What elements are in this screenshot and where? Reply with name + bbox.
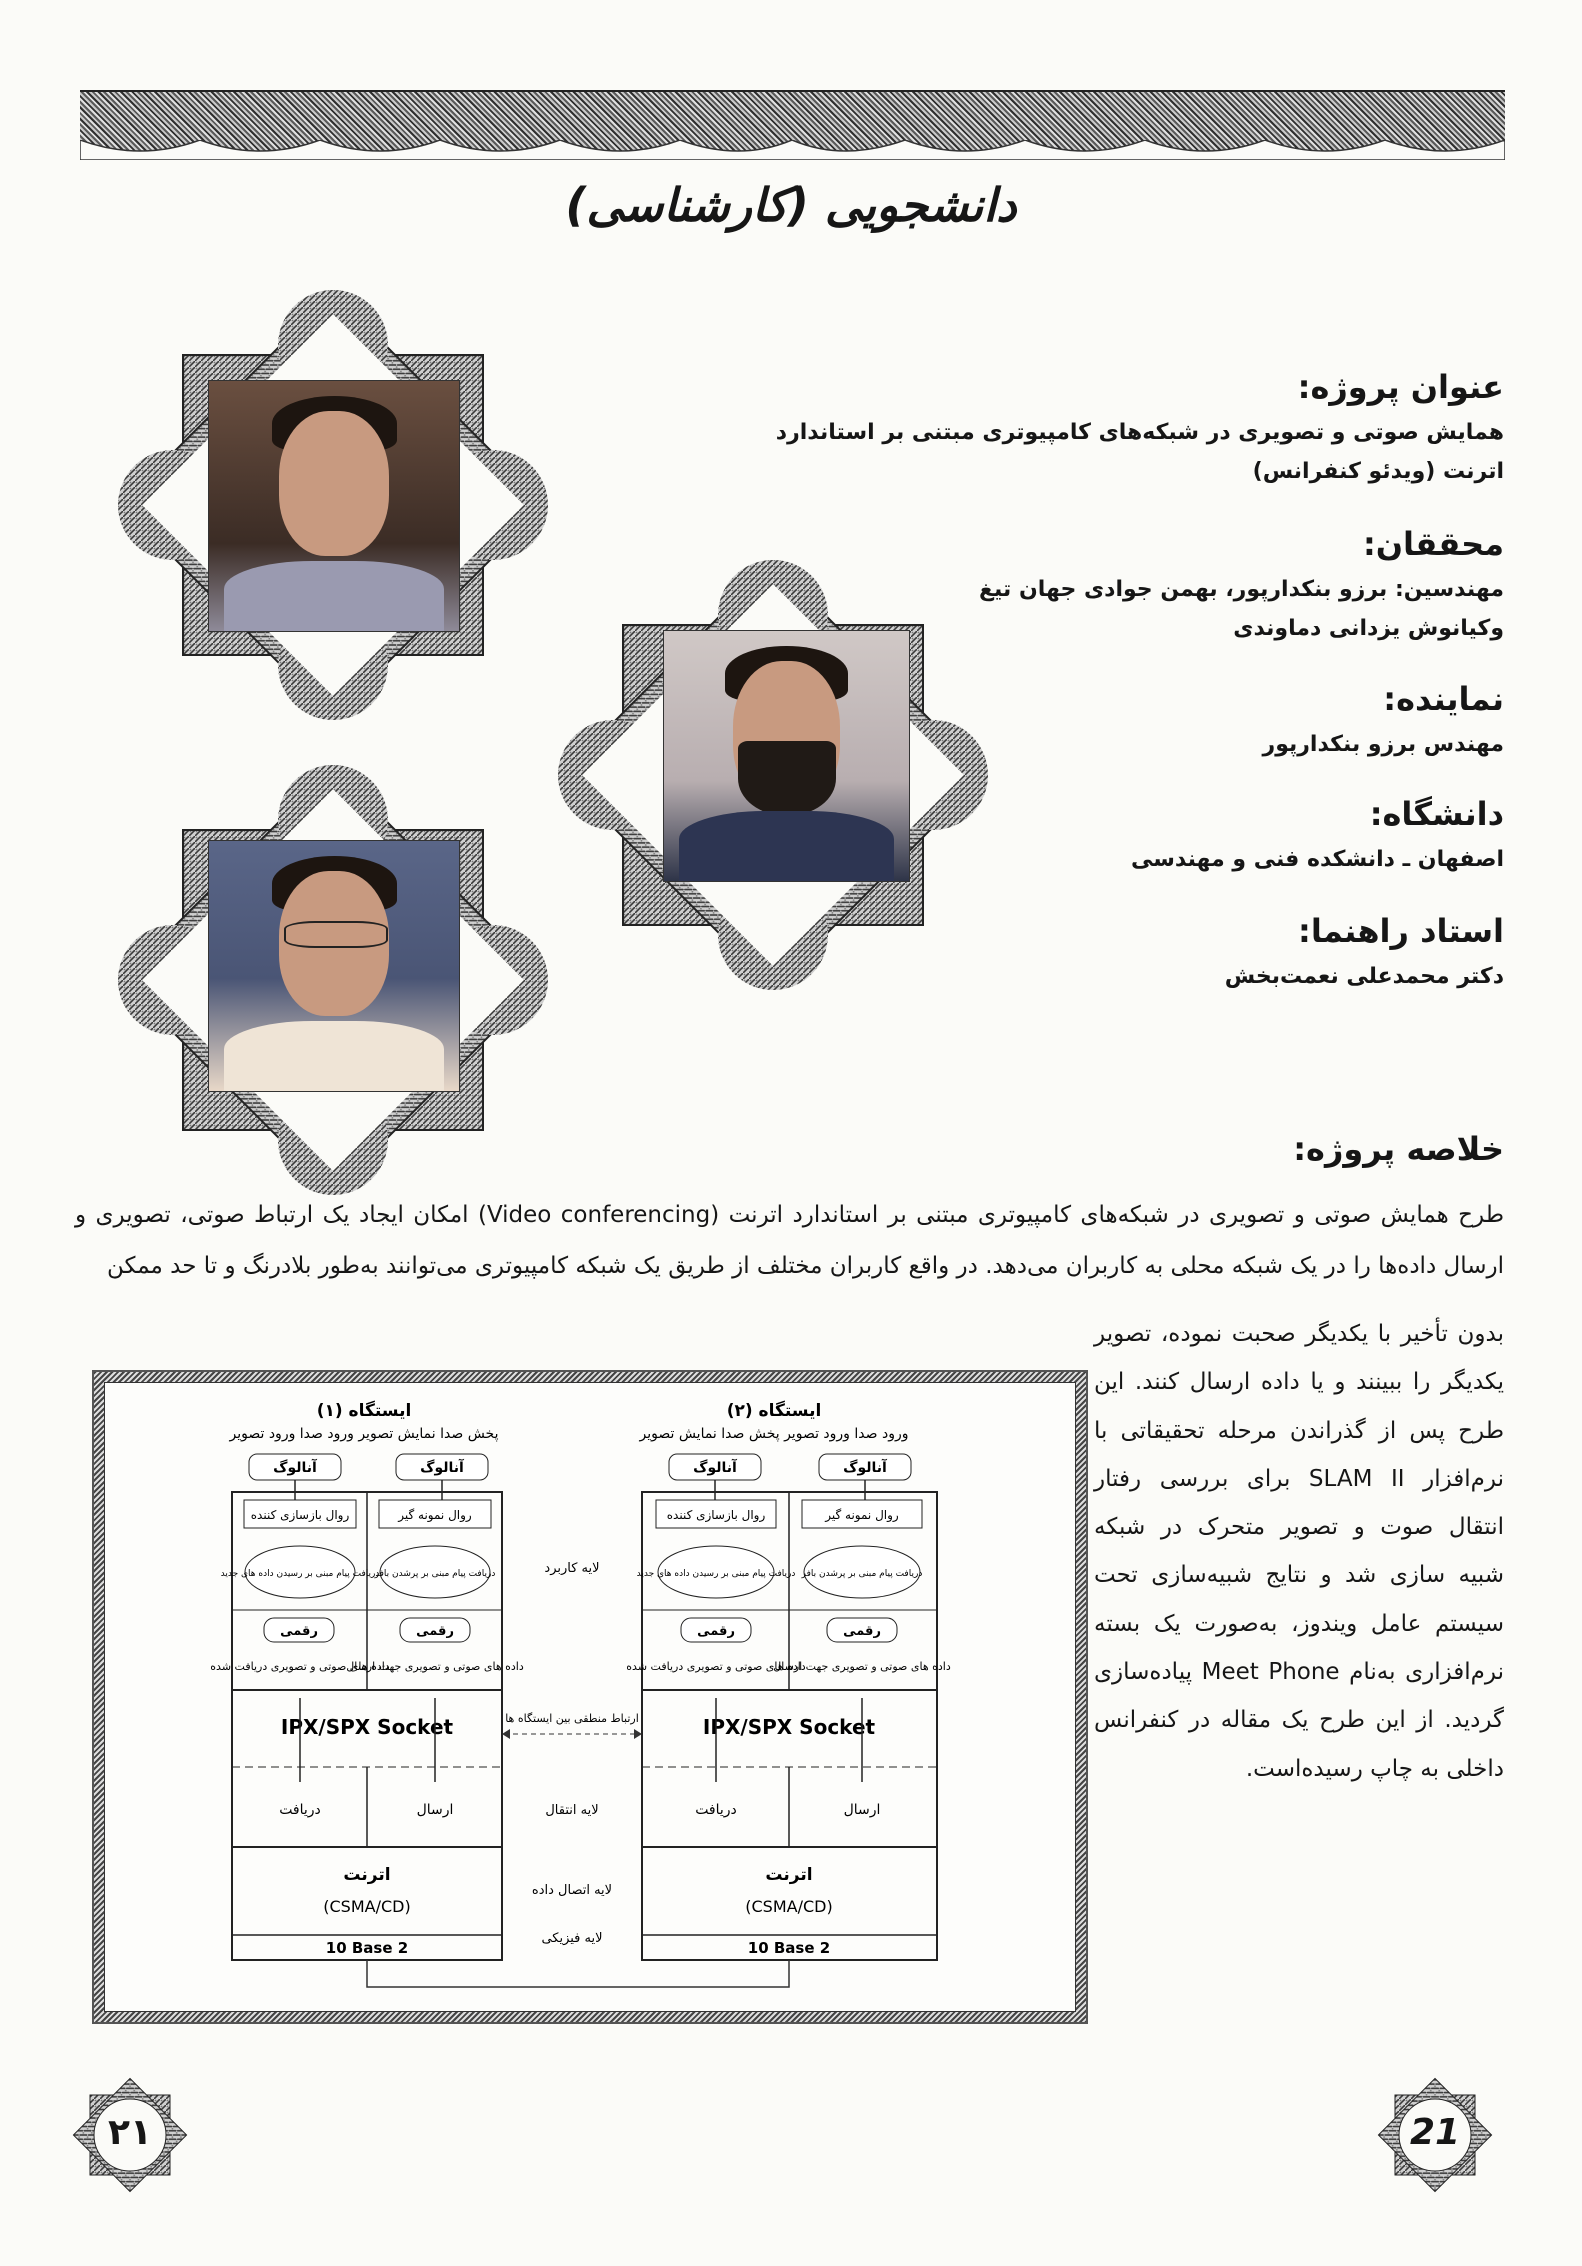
- page-number-left: ۲۱: [108, 2112, 152, 2153]
- station1-title: ایستگاه (۱): [316, 1401, 412, 1421]
- station2-send-data: داده های صوتی و تصویری جهت ارسال: [773, 1660, 951, 1673]
- network-architecture-diagram: [104, 1382, 1076, 2012]
- station1-socket: IPX/SPX Socket: [280, 1715, 454, 1739]
- station1-base: 10 Base 2: [325, 1939, 409, 1957]
- station2-analog-right: آنالوگ: [843, 1460, 887, 1476]
- station2-ethernet: اترنت: [765, 1865, 813, 1885]
- university-section: [1131, 795, 1504, 880]
- station1-ethernet: اترنت: [343, 1865, 391, 1885]
- band-scallop-edge: [80, 140, 1505, 160]
- photo-frame-1: [118, 290, 548, 720]
- station1-sampling: روال نمونه گیر: [398, 1508, 472, 1522]
- logical-link-label: ارتباط منطقی بین ایستگاه ها: [505, 1712, 639, 1725]
- page-title: دانشجویی (کارشناسی): [565, 178, 1017, 232]
- researcher-photo-1: [208, 380, 460, 632]
- summary-paragraph-side: بدون تأخیر با یکدیگر صحبت نموده، تصویر یکدیگر را ببینند و یا داده ارسال کنند. این طرح پس از گذراندن مرحله تحقیقاتی با نرم‌افزار SLAM II برای بررسی رفتار انتقال صوت و تصویر متحرک در شبکه شبیه سازی شد و نتایج شبیه‌سازی تحت سیستم عامل ویندوز، به‌صورت یک بسته نرم‌افزاری به‌نام Meet Phone پیاده‌سازی گردید. از این طرح یک مقاله در کنفرانس داخلی به چاپ رسیده‌است.: [1094, 1321, 1505, 1782]
- researchers-line2: وکیانوش یزدانی دماوندی: [1233, 615, 1504, 641]
- station1-recv-data: داده های صوتی و تصویری دریافت شده: [210, 1660, 390, 1673]
- station1-csma: (CSMA/CD): [323, 1897, 411, 1916]
- layer-datalink-label: لایه اتصال داده: [531, 1883, 613, 1898]
- station2-digital-right: رقمی: [843, 1624, 881, 1639]
- project-title-line2: اترنت (ویدئو کنفرانس): [1252, 458, 1504, 484]
- station1-digital-left: رقمی: [280, 1624, 318, 1639]
- station2-reconstruct: روال بازسازی کننده: [666, 1508, 766, 1522]
- station2-csma: (CSMA/CD): [745, 1897, 833, 1916]
- project-title-section: [776, 368, 1504, 491]
- researchers-line1: مهندسین: برزو بنکدارپور، بهمن جوادی جهان تیغ: [979, 577, 1504, 602]
- summary-paragraph-top: طرح همایش صوتی و تصویری در شبکه‌های کامپیوتری مبتنی بر استاندارد اترنت (Video conferencing) امکان ایجاد یک ارتباط صوتی، تصویری و ارسال داده‌ها را در یک شبکه محلی به کاربران می‌دهد. در واقع کاربران مختلف از طریق یک شبکه کامپیوتری می‌توانند به‌طور بلادرنگ و تا حد ممکن: [75, 1202, 1504, 1279]
- station2-digital-left: رقمی: [697, 1624, 735, 1639]
- station2-io: ورود صدا ورود تصویر پخش صدا نمایش تصویر: [639, 1426, 909, 1442]
- university-heading: دانشگاه:: [1369, 795, 1504, 833]
- advisor-section: [1225, 912, 1504, 997]
- layer-transport-label: لایه انتقال: [545, 1803, 599, 1818]
- summary-heading: خلاصه پروژه:: [1293, 1130, 1504, 1168]
- advisor-value: دکتر محمدعلی نعمت‌بخش: [1224, 964, 1504, 989]
- station1-send: ارسال: [416, 1802, 454, 1818]
- station1-analog-left: آنالوگ: [273, 1460, 317, 1476]
- project-title-line1: همایش صوتی و تصویری در شبکه‌های کامپیوتری مبتنی بر استاندارد: [775, 420, 1504, 445]
- layer-app-label: لایه کاربرد: [544, 1561, 600, 1576]
- station1-reconstruct: روال بازسازی کننده: [250, 1508, 350, 1522]
- station1-send-data: داده های صوتی و تصویری جهت ارسال: [346, 1660, 524, 1673]
- station2-title: ایستگاه (۲): [726, 1401, 822, 1421]
- university-value: اصفهان ـ دانشکده فنی و مهندسی: [1130, 847, 1504, 872]
- researcher-photo-3: [208, 840, 460, 1092]
- station1-receive: دریافت: [279, 1802, 321, 1818]
- station2-msg-new-data: دریافت پیام مبنی بر رسیدن داده های جدید: [636, 1569, 796, 1579]
- station2-analog-left: آنالوگ: [693, 1460, 737, 1476]
- representative-heading: نماینده:: [1383, 680, 1504, 718]
- station1-msg-new-data: دریافت پیام مبنی بر رسیدن داده های جدید: [220, 1569, 380, 1579]
- station2-send: ارسال: [843, 1802, 881, 1818]
- network-diagram-frame: [92, 1370, 1088, 2024]
- researchers-heading: محققان:: [1362, 525, 1504, 563]
- advisor-heading: استاد راهنما:: [1298, 912, 1504, 950]
- researcher-photo-2: [663, 630, 910, 882]
- station2-socket: IPX/SPX Socket: [702, 1715, 876, 1739]
- station1-analog-right: آنالوگ: [420, 1460, 464, 1476]
- photo-frame-2: [558, 560, 988, 990]
- station1-digital-right: رقمی: [416, 1624, 454, 1639]
- photo-frame-3: [118, 765, 548, 1195]
- station1-msg-buffer: دریافت پیام مبنی بر پرشدن بافر: [374, 1569, 496, 1579]
- representative-section: [1263, 680, 1504, 765]
- representative-value: مهندس برزو بنکدارپور: [1262, 732, 1504, 757]
- station2-sampling: روال نمونه گیر: [825, 1508, 899, 1522]
- station1-io: پخش صدا نمایش تصویر ورود صدا ورود تصویر: [229, 1426, 499, 1442]
- layer-physical-label: لایه فیزیکی: [541, 1931, 603, 1946]
- station2-base: 10 Base 2: [747, 1939, 831, 1957]
- page-number-right: 21: [1409, 2112, 1461, 2153]
- researchers-section: [979, 525, 1504, 648]
- station2-receive: دریافت: [695, 1802, 737, 1818]
- station2-msg-buffer: دریافت پیام مبنی بر پرشدن بافر: [801, 1569, 923, 1579]
- project-title-heading: عنوان پروژه:: [1297, 368, 1504, 406]
- station2-recv-data: داده های صوتی و تصویری دریافت شده: [626, 1660, 806, 1673]
